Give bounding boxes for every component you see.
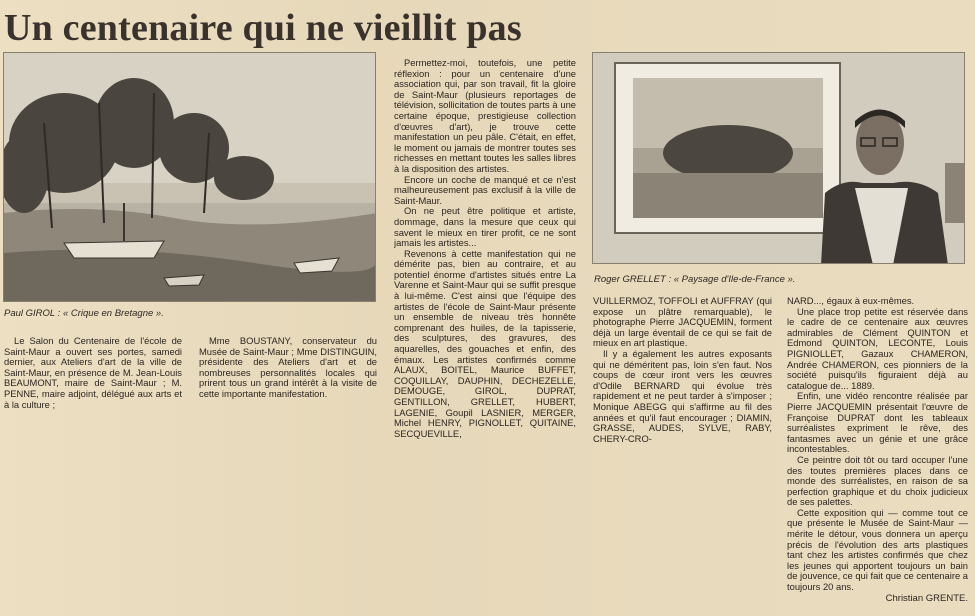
caption-left-photo: Paul GIROL : « Crique en Bretagne ». — [4, 308, 164, 319]
article-column-1 — [4, 336, 182, 416]
paragraph: Revenons à cette manifestation qui ne démérite pas, bien au contraire, et au potentiel énorme d'artistes situés entre La Varenne et Saint-Maur qui se suffit presque à lui-même. C'est ainsi que l'équipe des artistes de l'école de Saint-Maur présente un ensemble de niveau très honnête comprenant des huiles, de la tapisserie, des sculptures, des gravures, des aquarelles, des gouaches et enfin, des émaux. Les artistes confirmés comme ALAUX, BOITEL, Maurice BUFFET, COQUILLAY, DAUPHIN, DECHEZELLE, DEMOUGE, GIROL, DUPRAT, GENTILLON, GRELLET, HUBERT, LAGENIE, Goupil LASNIER, MERGER, Michel HENRY, PIGNOLLET, QUITAINE, SECQUEVILLE, — [394, 247, 576, 439]
photo-crique-en-bretagne — [3, 52, 376, 302]
author-signature: Christian GRENTE. — [885, 593, 968, 604]
paragraph: Cette exposition qui — comme tout ce que présente le Musée de Saint-Maur — mérite le détour, vous donnera un aperçu précis de l'évolution des arts plastiques tant chez les artistes confirmés que chez les jeunes qui apportent toujours un bain de jouvence, ce qui fait que ce centenaire a toujours 20 ans. — [787, 506, 968, 592]
paragraph: Mme BOUSTANY, conservateur du Musée de Saint-Maur ; Mme DISTINGUIN, présidente des Ateliers d'art et de nombreuses personnalités locales qui prirent tous un grand intérêt à la visite de cette importante manifestation. — [199, 336, 377, 399]
paragraph: Le Salon du Centenaire de l'école de Saint-Maur a ouvert ses portes, samedi dernier, aux Ateliers d'art de la ville de Saint-Maur, en présence de M. Jean-Louis BEAUMONT, maire de Saint-Maur ; M. PENNE, maire adjoint, délégué aux arts et à la culture ; — [4, 336, 182, 410]
photograph-image — [593, 53, 965, 264]
paragraph: Ce peintre doit tôt ou tard occuper l'une des toutes premières places dans ce monde des surréalistes, en raison de sa perfection graphique et du choix judicieux de ses palettes. — [787, 453, 968, 508]
paragraph: Enfin, une vidéo rencontre réalisée par Pierre JACQUEMIN présentait l'œuvre de Françoise DUPRAT dont les tableaux surréalistes expriment le rêve, des fantasmes avec un génie et une grâce incontestables. — [787, 390, 968, 455]
article-column-4 — [593, 296, 772, 448]
paragraph: Il y a également les autres exposants qui ne déméritent pas, loin s'en faut. Nos coups de cœur iront vers les œuvres d'Odile BERNARD qui évolue très rapidement et ne peut tarder à s'imposer ; Monique ABEGG qui s'affirme au fil des années et qu'il faut encourager ; DIAMIN, GRASSE, AUDES, SYLVE, RABY, CHERY-CRO- — [593, 347, 772, 444]
photo-paysage-ile-de-france — [592, 52, 965, 264]
paragraph: On ne peut être politique et artiste, dommage, dans la mesure que ceux qui savent le mieux en tirer profit, ce ne sont jamais les artistes... — [394, 205, 576, 249]
caption-right-photo: Roger GRELLET : « Paysage d'Ile-de-France ». — [594, 274, 796, 285]
paragraph: NARD..., égaux à eux-mêmes. — [787, 296, 915, 306]
article-column-2 — [199, 336, 377, 416]
article-column-3 — [394, 58, 576, 448]
paragraph: Encore un coche de manqué et ce n'est malheureusement pas exclusif à la ville de Saint-Maur. — [394, 173, 576, 206]
article-column-5 — [787, 296, 968, 592]
painting-image — [4, 53, 376, 302]
paragraph: Permettez-moi, toutefois, une petite réflexion : pour un centenaire d'une association qui, par son travail, fit la gloire de Saint-Maur (plusieurs reportages de télévision, sollicitation de toutes parts à une certaine époque, prestigieuse collection d'œuvres d'art), je trouve cette manifestation un peu pâle. C'était, en effet, le moment ou jamais de montrer toutes ses richesses en mettant toutes les salles libres à la disposition des artistes. — [394, 58, 576, 174]
headline: Un centenaire qui ne vieillit pas — [4, 7, 522, 49]
paragraph: Une place trop petite est réservée dans le cadre de ce centenaire aux œuvres admirables de Clément QUINTON et Edmond QUINTON, LECONTE, Louis PIGNIOLLET, Gazaux CHAMERON, Andrée CHAMERON, ces pionniers de la société puisqu'ils figuraient déjà au catalogue de... 1889. — [787, 305, 968, 391]
paragraph: VUILLERMOZ, TOFFOLI et AUFFRAY (qui expose un plâtre remarquable), le photographe Pierre JACQUEMIN, forment déjà un large éventail de ce qui se fait de mieux en art plastique. — [593, 296, 772, 349]
